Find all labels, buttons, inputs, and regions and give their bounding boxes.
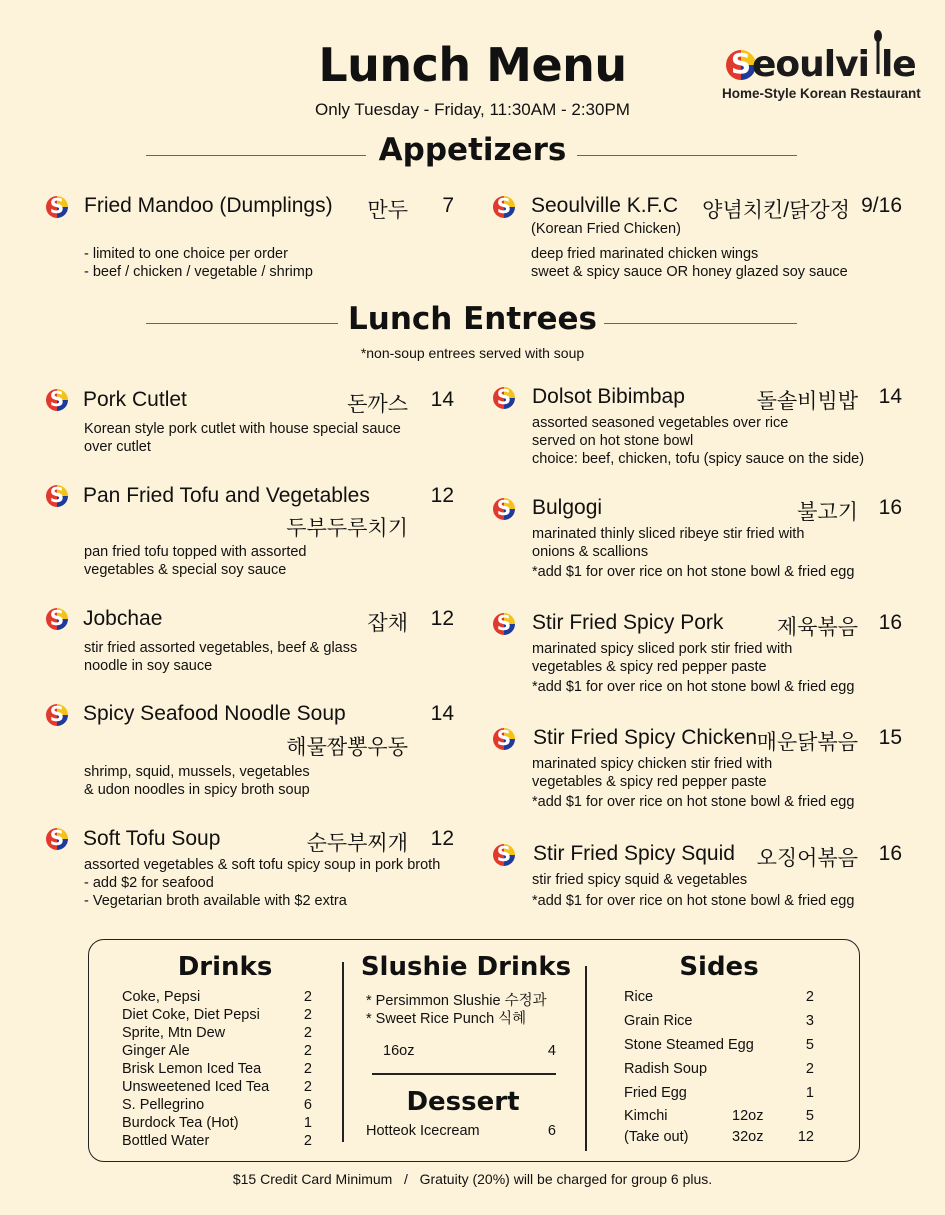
bullet-icon: S	[46, 828, 68, 850]
item-name: Soft Tofu Soup	[83, 827, 221, 850]
logo-emblem: S	[726, 50, 756, 80]
footer-note: $15 Credit Card Minimum / Gratuity (20%) will be charged for group 6 plus.	[232, 1171, 713, 1187]
item-korean: 잡채	[367, 612, 408, 635]
bullet-icon: S	[46, 196, 68, 218]
item-name: Pork Cutlet	[83, 388, 187, 411]
drink-name: Brisk Lemon Iced Tea	[122, 1061, 262, 1077]
side-name: Rice	[624, 989, 654, 1005]
side-size: 32oz	[732, 1129, 764, 1145]
item-name: Pan Fried Tofu and Vegetables	[83, 484, 370, 507]
drink-price: 2	[303, 1007, 312, 1023]
item-desc-line: sweet & spicy sauce OR honey glazed soy sauce	[531, 264, 848, 280]
drink-name: Unsweetened Iced Tea	[122, 1079, 270, 1095]
slushie-dessert-divider	[372, 1073, 556, 1075]
side-price: 12	[797, 1129, 814, 1145]
drink-price: 2	[303, 1043, 312, 1059]
bullet-icon: S	[46, 608, 68, 630]
item-desc-line: choice: beef, chicken, tofu (spicy sauce on the side)	[532, 451, 865, 467]
side-name: Fried Egg	[624, 1085, 687, 1101]
hours-text: Only Tuesday - Friday, 11:30AM - 2:30PM	[315, 100, 630, 119]
bullet-icon: S	[493, 844, 515, 866]
side-name: Stone Steamed Egg	[624, 1037, 754, 1053]
bullet-icon: S	[493, 613, 515, 635]
bullet-icon: S	[493, 498, 515, 520]
item-korean: 오징어볶음	[756, 847, 858, 870]
appetizers-title: Appetizers	[378, 132, 567, 168]
drink-price: 2	[303, 989, 312, 1005]
item-price: 12	[430, 484, 454, 507]
side-price: 1	[805, 1085, 814, 1101]
drink-name: Diet Coke, Diet Pepsi	[122, 1007, 260, 1023]
item-desc-line: marinated thinly sliced ribeye stir fried with	[532, 526, 805, 542]
side-price: 5	[805, 1108, 814, 1124]
item-desc-line: stir fried spicy squid & vegetables	[532, 872, 748, 888]
item-desc-line: *add $1 for over rice on hot stone bowl & fried egg	[532, 893, 855, 909]
slushie-title: Slushie Drinks	[360, 952, 572, 982]
side-size: 12oz	[732, 1108, 764, 1124]
item-price: 14	[430, 702, 454, 725]
item-desc-line: marinated spicy chicken stir fried with	[532, 756, 773, 772]
item-price: 12	[430, 827, 454, 850]
item-name: Spicy Seafood Noodle Soup	[83, 702, 346, 725]
item-korean: 만두	[367, 199, 408, 222]
entrees-note: *non-soup entrees served with soup	[360, 345, 585, 361]
item-korean: 해물짬뽕우동	[286, 736, 408, 759]
item-price: 7	[442, 194, 454, 217]
side-price: 3	[805, 1013, 814, 1029]
item-korean: 양념치킨/닭강정	[702, 199, 850, 222]
item-price: 16	[878, 496, 902, 519]
drink-price: 6	[303, 1097, 312, 1113]
item-desc-line: Korean style pork cutlet with house special sauce	[84, 421, 401, 437]
dessert-price: 6	[547, 1123, 556, 1139]
item-desc-line: vegetables & spicy red pepper paste	[532, 774, 767, 790]
drink-name: Sprite, Mtn Dew	[122, 1025, 226, 1041]
bullet-icon: S	[46, 389, 68, 411]
logo-wordmark: eoulvi le	[752, 44, 916, 85]
side-price: 2	[805, 1061, 814, 1077]
item-korean: 순두부찌개	[306, 832, 408, 855]
side-price: 2	[805, 989, 814, 1005]
item-subtitle: (Korean Fried Chicken)	[531, 221, 681, 237]
restaurant-logo	[722, 30, 922, 110]
item-korean: 두부두루치기	[286, 517, 408, 540]
item-price: 12	[430, 607, 454, 630]
item-name: Jobchae	[83, 607, 163, 630]
item-desc-line: vegetables & spicy red pepper paste	[532, 659, 767, 675]
bullet-icon: S	[493, 728, 515, 750]
sides-title: Sides	[679, 952, 759, 982]
item-name: Fried Mandoo (Dumplings)	[84, 194, 333, 217]
item-desc-line: served on hot stone bowl	[532, 433, 694, 449]
drink-price: 2	[303, 1079, 312, 1095]
bullet-icon: S	[46, 485, 68, 507]
item-price: 14	[430, 388, 454, 411]
item-desc-line: over cutlet	[84, 439, 151, 455]
page-title: Lunch Menu	[318, 38, 627, 92]
item-price: 9/16	[861, 194, 902, 217]
drink-name: Coke, Pepsi	[122, 989, 201, 1005]
item-desc-line: *add $1 for over rice on hot stone bowl & fried egg	[532, 679, 855, 695]
column-divider	[342, 962, 344, 1142]
item-name: Stir Fried Spicy Pork	[532, 611, 724, 634]
item-price: 16	[878, 611, 902, 634]
slushie-size: 16oz	[383, 1043, 415, 1059]
side-price: 5	[805, 1037, 814, 1053]
column-divider	[585, 966, 587, 1151]
side-name: Radish Soup	[624, 1061, 708, 1077]
divider-right	[604, 323, 797, 324]
bullet-icon: S	[46, 704, 68, 726]
item-price: 16	[878, 842, 902, 865]
item-desc-line: vegetables & special soy sauce	[84, 562, 287, 578]
item-desc-line: pan fried tofu topped with assorted	[84, 544, 307, 560]
logo-tagline: Home-Style Korean Restaurant	[722, 86, 921, 101]
dessert-name: Hotteok Icecream	[366, 1123, 480, 1139]
drinks-title: Drinks	[177, 952, 273, 982]
item-price: 15	[878, 726, 902, 749]
item-desc-line: - beef / chicken / vegetable / shrimp	[84, 264, 313, 280]
item-desc-line: onions & scallions	[532, 544, 649, 560]
item-desc-line: shrimp, squid, mussels, vegetables	[84, 764, 310, 780]
drink-name: Bottled Water	[122, 1133, 210, 1149]
item-desc-line: *add $1 for over rice on hot stone bowl & fried egg	[532, 794, 855, 810]
item-desc-line: & udon noodles in spicy broth soup	[84, 782, 310, 798]
drink-price: 2	[303, 1061, 312, 1077]
item-desc-line: - limited to one choice per order	[84, 246, 288, 262]
bullet-icon: S	[493, 387, 515, 409]
item-name: Seoulville K.F.C	[531, 194, 679, 217]
side-name: (Take out)	[624, 1129, 689, 1145]
item-desc-line: noodle in soy sauce	[84, 658, 213, 674]
divider-right	[577, 155, 797, 156]
item-korean: 불고기	[797, 501, 858, 524]
entrees-title: Lunch Entrees	[348, 301, 597, 337]
item-name: Dolsot Bibimbap	[532, 385, 685, 408]
item-desc-line: - Vegetarian broth available with $2 extra	[84, 893, 347, 909]
drink-name: S. Pellegrino	[122, 1097, 205, 1113]
item-name: Stir Fried Spicy Squid	[533, 842, 735, 865]
item-name: Bulgogi	[532, 496, 603, 519]
item-price: 14	[878, 385, 902, 408]
bullet-icon: S	[493, 196, 515, 218]
item-korean: 매운닭볶음	[756, 731, 858, 754]
slushie-item: * Sweet Rice Punch 식혜	[366, 1011, 527, 1027]
drink-name: Ginger Ale	[122, 1043, 190, 1059]
item-name: Stir Fried Spicy Chicken	[533, 726, 758, 749]
item-desc-line: assorted vegetables & soft tofu spicy soup in pork broth	[84, 857, 441, 873]
item-korean: 돈까스	[347, 393, 408, 416]
drink-price: 2	[303, 1025, 312, 1041]
drink-price: 2	[303, 1133, 312, 1149]
item-korean: 제육볶음	[776, 616, 858, 639]
item-desc-line: assorted seasoned vegetables over rice	[532, 415, 789, 431]
dessert-title: Dessert	[406, 1087, 520, 1117]
side-name: Kimchi	[624, 1108, 668, 1124]
item-desc-line: - add $2 for seafood	[84, 875, 214, 891]
slushie-price: 4	[547, 1043, 556, 1059]
item-desc-line: marinated spicy sliced pork stir fried with	[532, 641, 793, 657]
slushie-item: * Persimmon Slushie 수정과	[366, 993, 547, 1009]
drink-price: 1	[303, 1115, 312, 1131]
item-desc-line: deep fried marinated chicken wings	[531, 246, 759, 262]
item-desc-line: *add $1 for over rice on hot stone bowl & fried egg	[532, 564, 855, 580]
side-name: Grain Rice	[624, 1013, 693, 1029]
item-desc-line: stir fried assorted vegetables, beef & glass	[84, 640, 358, 656]
drink-name: Burdock Tea (Hot)	[122, 1115, 239, 1131]
item-korean: 돌솥비빔밥	[756, 390, 858, 413]
spoon-icon	[874, 30, 882, 74]
